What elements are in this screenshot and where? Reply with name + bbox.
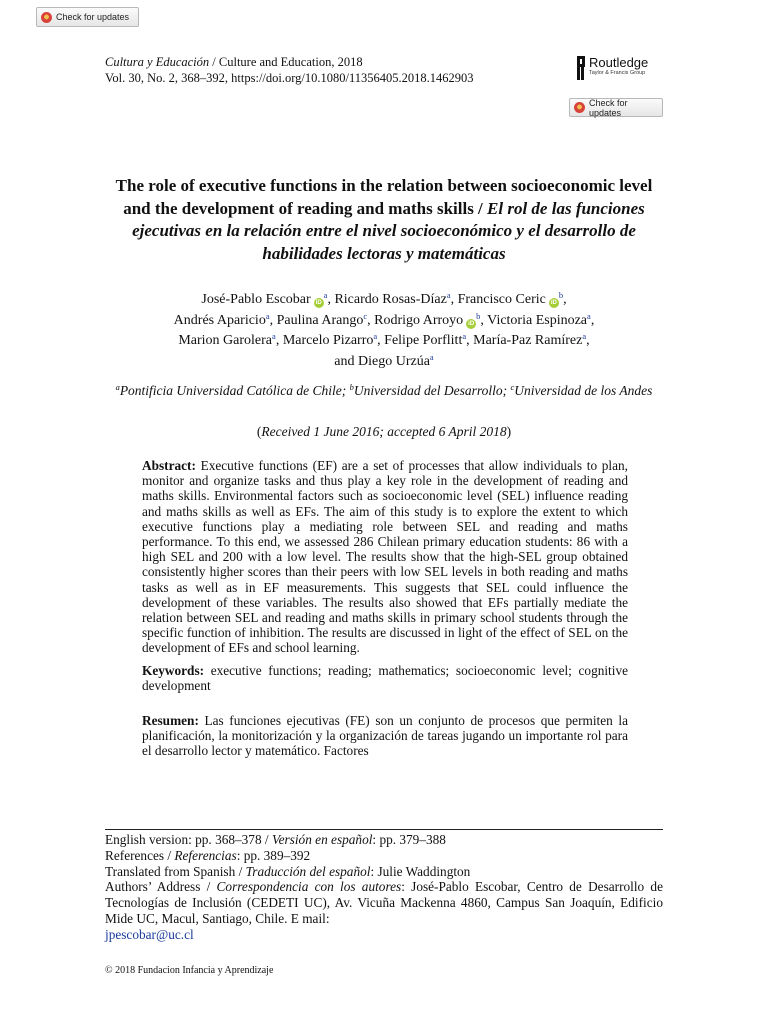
abstract-section	[142, 458, 628, 766]
english-version: English version: pp. 368–378 /	[105, 832, 272, 847]
author-separator: ,	[563, 292, 567, 307]
author-separator: ,	[327, 292, 335, 307]
received-open-paren: (	[256, 424, 262, 439]
email-link[interactable]: jpescobar@uc.cl	[105, 926, 194, 942]
author-name: José-Pablo Escobar	[201, 292, 311, 307]
translator-name: : Julie Waddington	[370, 863, 471, 879]
address-note	[105, 879, 663, 926]
author-name: Francisco Ceric	[457, 292, 546, 307]
affiliation-marker[interactable]: c	[363, 310, 368, 321]
affiliation-text: Pontificia Universidad Católica de Chile;	[119, 383, 350, 398]
author-separator: ,	[590, 312, 595, 328]
title-spanish: El rol de las funciones ejecutivas en la relación entre el nivel socioeconómico y el desarrollo de habilidades lectoras y matemáticas	[132, 198, 645, 263]
address-text: : José-Pablo Escobar, Centro de Desarrollo de Tecnologías de Inclusión (CEDETI UC), Av. Vicuña Mackenna 4860, Campus San Joaquín, Edificio Mide UC, Macul, Santiago, Chile. E mail:	[105, 879, 663, 926]
affiliation-marker[interactable]: a	[265, 310, 270, 321]
publisher-subline: Taylor & Francis Group	[589, 70, 646, 76]
abstract-text: Executive functions (EF) are a set of processes that allow individuals to plan, monitor and organize tasks and thus play a key role in the development of reading and maths skills. Environmental factors such as socioeconomic level (SEL) influence reading and maths skills as well as EFs. The aim of this study is to explore the extent to which executive functions play a mediating role between SEL and reading and maths performance. To this end, we assessed 286 Chilean primary education students: 86 with a high SEL and 200 with a low level. The results show that the high-SEL group obtained consistently higher scores than their peers with low SEL levels in both reading and maths tasks as well as in EF measurements. This suggests that SEL could influence the development of these variables. The results also showed that EFs partially mediate the relation between SEL and reading and maths skills in primary school students through the specific function of inhibition. The results are discussed in light of the effect of SEL on the development of EFs and school learning.	[142, 458, 628, 656]
affiliation-text: Universidad del Desarrollo;	[353, 383, 511, 398]
received-text: Received 1 June 2016; accepted 6 April 2018	[261, 424, 507, 439]
version-note	[105, 832, 663, 848]
affiliation-text: Universidad de los Andes	[514, 383, 653, 398]
address-label: Authors’ Address /	[105, 879, 217, 895]
received-close-paren: )	[506, 424, 512, 439]
traduccion-label: Traducción del español	[245, 863, 371, 879]
journal-title-en: / Culture and Education, 2018	[209, 55, 363, 69]
affiliation-marker[interactable]: a	[587, 310, 591, 321]
author-separator: ,	[480, 312, 488, 328]
author-name: Rodrigo Arroyo	[374, 312, 464, 328]
author-name: and Diego Urzúa	[334, 353, 430, 369]
affiliation-marker[interactable]: a	[323, 290, 328, 300]
author-name: María-Paz Ramírez	[473, 333, 583, 348]
author-name: Felipe Porflitt	[384, 333, 463, 348]
resumen-label: Resumen:	[142, 713, 199, 729]
orcid-icon[interactable]: iD	[315, 300, 322, 306]
keywords-text: executive functions; reading; mathematics; socioeconomic level; cognitive development	[142, 662, 628, 693]
author-name: Paulina Arango	[276, 312, 364, 328]
affiliation-marker[interactable]: a	[446, 290, 451, 300]
author-name: Andrés Aparicio	[173, 312, 266, 328]
abstract-paragraph	[142, 458, 628, 656]
author-name: Ricardo Rosas-Díaz	[334, 292, 447, 307]
copyright-notice: © 2018 Fundacion Infancia y Aprendizaje	[105, 965, 274, 976]
affiliation-sup: b	[349, 382, 354, 392]
affiliation-marker[interactable]: a	[373, 331, 378, 341]
author-separator: ,	[450, 292, 458, 307]
referencias-label: Referencias	[174, 847, 237, 863]
author-separator: ,	[275, 333, 283, 348]
author-separator: ,	[269, 312, 277, 328]
affiliation-marker[interactable]: a	[582, 331, 587, 341]
footnote-rule	[105, 829, 663, 830]
correspondencia-label: Correspondencia con los autores	[216, 879, 402, 895]
check-for-updates-label: Check for updates	[589, 97, 628, 118]
keywords-label: Keywords:	[142, 662, 205, 678]
translation-note	[105, 864, 663, 880]
affiliation-marker[interactable]: b	[476, 310, 481, 321]
title-english: The role of executive functions in the relation between socioeconomic level and the development of reading and maths skills /	[115, 176, 653, 218]
spanish-version: Versión en español	[271, 832, 373, 847]
translated-label: Translated from Spanish /	[105, 863, 246, 879]
author-name: Marion Garolera	[178, 333, 273, 348]
affiliation-marker[interactable]: a	[429, 351, 434, 362]
check-for-updates-label: Check for updates	[56, 12, 130, 22]
affiliation-sup: a	[115, 382, 120, 392]
publisher-name: Routledge	[589, 55, 649, 70]
abstract-label: Abstract:	[142, 458, 196, 473]
footnotes	[105, 832, 663, 943]
author-separator: ,	[586, 333, 590, 348]
affiliation-marker[interactable]: a	[272, 331, 276, 341]
orcid-icon[interactable]: iD	[550, 300, 557, 306]
references-label: References /	[105, 847, 175, 863]
author-name: Marcelo Pizarro	[282, 333, 374, 348]
affiliation-sup: c	[510, 382, 515, 392]
author-name: Victoria Espinoza	[487, 312, 588, 328]
resumen-text: Las funciones ejecutivas (FE) son un conjunto de procesos que permiten la planificación, la monitorización y la organización de tareas jugando un importante rol para el desarrollo lector y matemático. Factores	[142, 713, 628, 759]
journal-title-es: Cultura y Educación	[105, 55, 210, 69]
author-separator: ,	[367, 312, 375, 328]
references-note	[105, 848, 663, 864]
affiliation-marker[interactable]: a	[462, 331, 467, 341]
affiliation-marker[interactable]: b	[558, 290, 564, 300]
author-separator: ,	[466, 333, 474, 348]
keywords-paragraph	[142, 663, 628, 693]
resumen-paragraph	[142, 713, 628, 759]
spanish-pages: : pp. 379–388	[372, 832, 446, 847]
journal-volume-doi: Vol. 30, No. 2, 368–392, https://doi.org/10.1080/11356405.2018.1462903	[105, 71, 474, 85]
references-pages: : pp. 389–392	[236, 847, 311, 863]
author-separator: ,	[377, 333, 385, 348]
orcid-icon[interactable]: iD	[468, 320, 475, 327]
